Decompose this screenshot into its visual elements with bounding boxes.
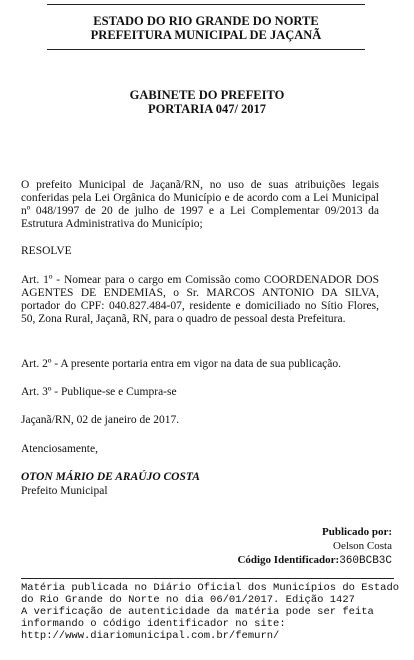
document-date: Jaçanã/RN, 02 de janeiro de 2017. (21, 414, 180, 426)
footer-divider (21, 578, 394, 579)
publisher-name: Oelson Costa (333, 540, 392, 552)
verification-link[interactable]: http://www.diariomunicipal.com.br/femurn/ (21, 630, 280, 642)
footer-line-2: do Rio Grande do Norte no dia 06/01/2017. Edição 1427 (21, 594, 355, 606)
greeting: Atenciosamente, (21, 443, 98, 455)
publication-info (237, 525, 392, 568)
identifier-code: 360BCB3C (339, 555, 392, 567)
resolve-heading: RESOLVE (21, 245, 72, 257)
article-2: Art. 2º - A presente portaria entra em vigor na data de sua publicação. (21, 358, 342, 370)
identifier-label: Código Identificador: (237, 554, 340, 566)
prefecture-name: PREFEITURA MUNICIPAL DE JAÇANÃ (90, 28, 322, 42)
signatory-role: Prefeito Municipal (21, 485, 108, 497)
footer-line-4: informando o código identificador no site: (21, 618, 286, 630)
footer-line-3: A verificação de autenticidade da matéria pode ser feita (21, 606, 374, 618)
article-1: Art. 1º - Nomear para o cargo em Comissão como COORDENADOR DOS AGENTES DE ENDEMIAS, o Sr. MARCOS ANTONIO DA SILVA, portador do CPF: 040.827.484-07, residente e domiciliado no Sítio Flores, 50, Zona Rural, Jaçanã, RN, para o quadro de pessoal desta Prefeitura. (21, 274, 379, 325)
article-3: Art. 3º - Publique-se e Cumpra-se (21, 386, 177, 398)
document-header (47, 4, 365, 50)
footer-line-1: Matéria publicada no Diário Oficial dos Municípios do Estado (21, 582, 400, 594)
identifier-line (237, 553, 392, 568)
office-title (0, 88, 414, 116)
office-name: GABINETE DO PREFEITO (129, 88, 285, 102)
published-by-label: Publicado por: (322, 526, 392, 538)
state-name: ESTADO DO RIO GRANDE DO NORTE (93, 14, 319, 28)
footer-note (21, 582, 401, 642)
ordinance-number: PORTARIA 047/ 2017 (147, 102, 267, 116)
intro-paragraph: O prefeito Municipal de Jaçanã/RN, no uso de suas atribuições legais conferidas pela Lei Orgânica do Município e de acordo com a Lei Municipal nº 048/1997 de 20 de julho de 1997 e a Lei Complementar 09/2013 da Estrutura Administrativa do Município; (21, 179, 379, 230)
signatory-name: OTON MÁRIO DE ARAÚJO COSTA (21, 471, 200, 483)
